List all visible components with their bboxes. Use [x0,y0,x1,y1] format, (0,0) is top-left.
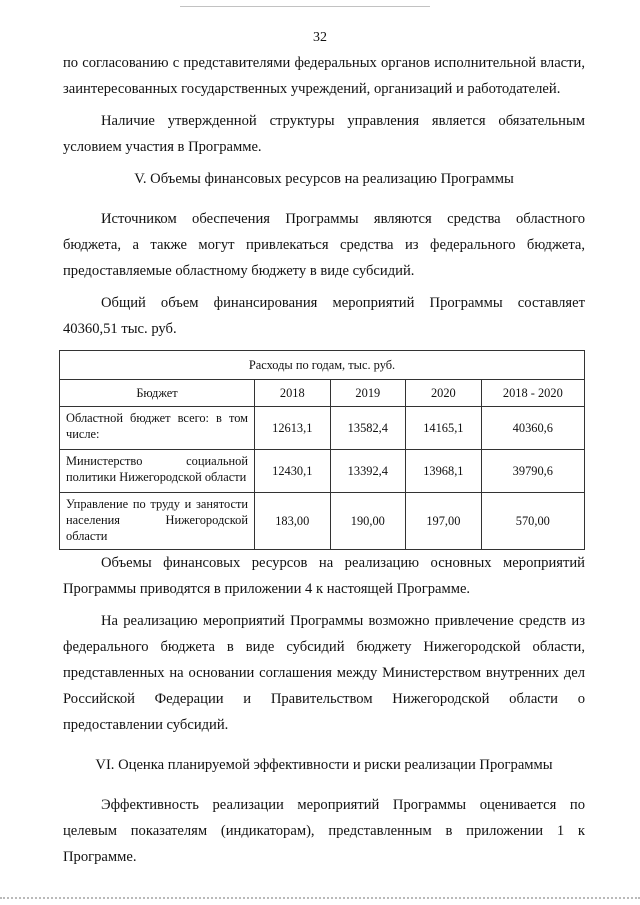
table-cell: 13968,1 [406,450,482,493]
row-label: Министерство социальной политики Нижегородской области [60,450,255,493]
paragraph-structure-condition: Наличие утвержденной структуры управления является обязательным условием участия в Программе. [63,113,585,155]
table-cell: 570,00 [481,493,584,550]
paragraph-appendix-reference: Объемы финансовых ресурсов на реализацию основных мероприятий Программы приводятся в приложении 4 к настоящей Программе. [63,555,585,597]
section-heading-6: VI. Оценка планируемой эффективности и риски реализации Программы [95,757,553,773]
column-header: 2018 [255,380,331,407]
column-header: 2019 [330,380,406,407]
paragraph-funding-sources: Источником обеспечения Программы являются средства областного бюджета, а также могут привлекаться средства из федерального бюджета, предоставляемые областному бюджету в виде субсидий. [63,211,585,279]
row-label: Областной бюджет всего: в том числе: [60,407,255,450]
budget-table [59,350,585,550]
table-cell: 40360,6 [481,407,584,450]
table-row [60,493,585,550]
table-cell: 39790,6 [481,450,584,493]
column-header: 2020 [406,380,482,407]
document-body [63,50,585,870]
table-cell: 14165,1 [406,407,482,450]
paragraph-effectiveness: Эффективность реализации мероприятий Программы оценивается по целевым показателям (индикаторам), представленным в приложении 1 к Программе. [63,797,585,865]
table-cell: 190,00 [330,493,406,550]
table-cell: 197,00 [406,493,482,550]
paragraph-continuation: по согласованию с представителями федеральных органов исполнительной власти, заинтересованных государственных учреждений, организаций и работодателей. [63,55,585,97]
section-heading-5: V. Объемы финансовых ресурсов на реализацию Программы [134,171,514,187]
paragraph-total-funding: Общий объем финансирования мероприятий Программы составляет 40360,51 тыс. руб. [63,295,585,337]
table-cell: 12613,1 [255,407,331,450]
table-cell: 13392,4 [330,450,406,493]
table-caption: Расходы по годам, тыс. руб. [60,351,585,380]
row-label: Управление по труду и занятости населения Нижегородской области [60,493,255,550]
table-header-row [60,380,585,407]
scan-artifact-footer [0,897,640,903]
table-row [60,450,585,493]
table-cell: 13582,4 [330,407,406,450]
table-row [60,407,585,450]
paragraph-federal-subsidies: На реализацию мероприятий Программы возможно привлечение средств из федерального бюджета в виде субсидий бюджету Нижегородской области, представленных на основании соглашения между Министерством внутренних дел Российской Федерации и Правительством Нижегородской области о предоставлении субсидий. [63,613,585,733]
scan-artifact-line [180,6,430,7]
table-cell: 12430,1 [255,450,331,493]
column-header: 2018 - 2020 [481,380,584,407]
page-number: 32 [313,30,327,45]
table-cell: 183,00 [255,493,331,550]
column-header: Бюджет [60,380,255,407]
